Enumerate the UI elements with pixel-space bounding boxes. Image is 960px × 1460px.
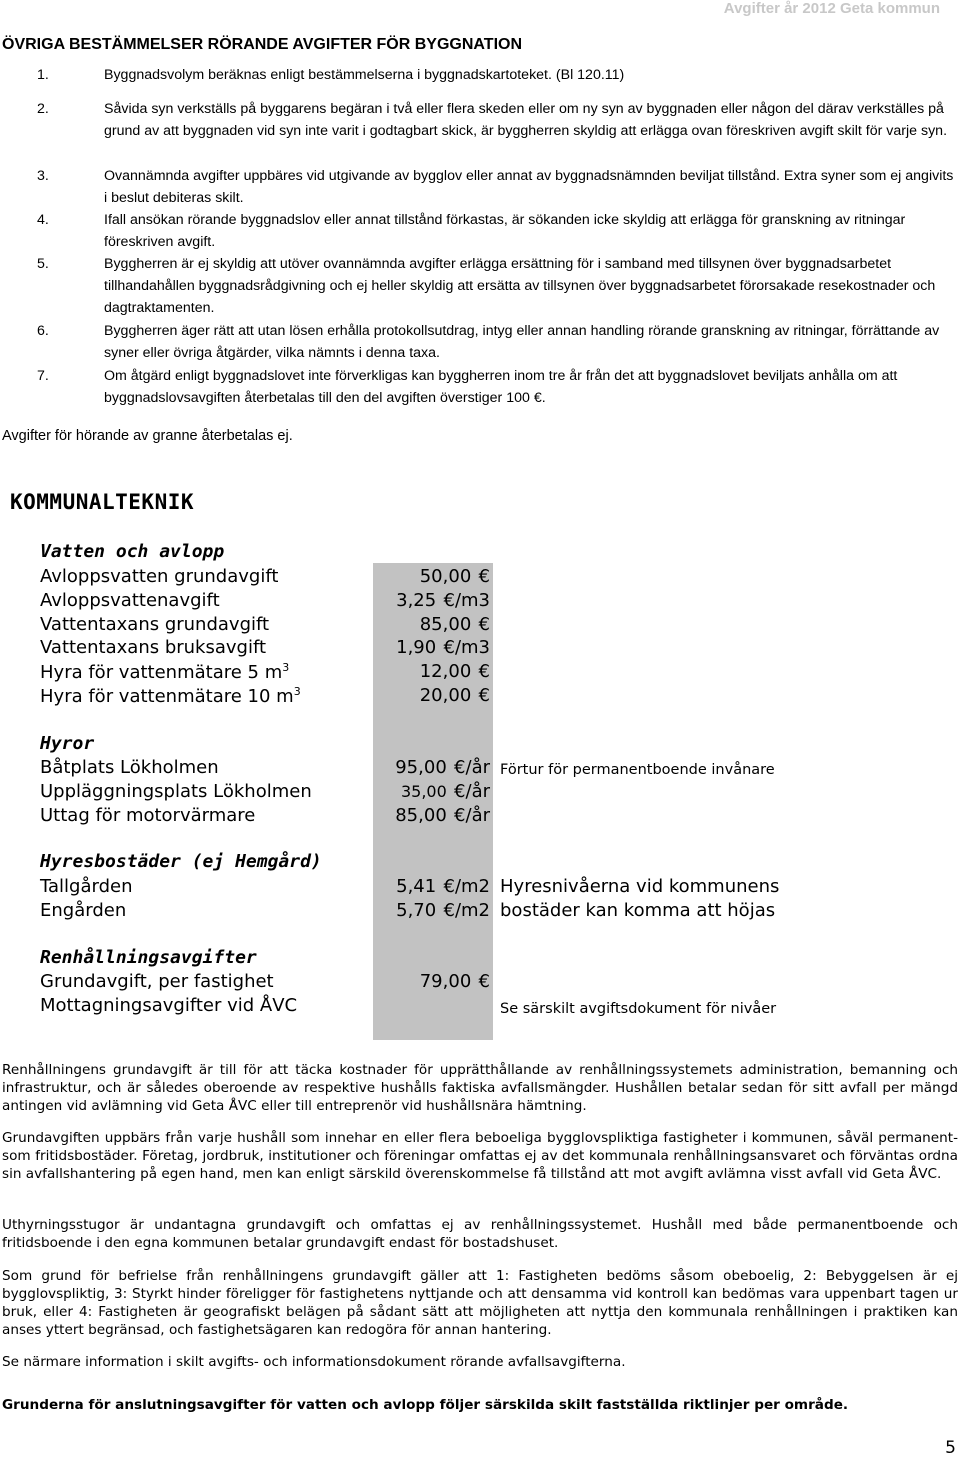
fee-label: Hyra för vattenmätare 5 $m^3$ [40, 661, 290, 683]
fee-label: Grundavgift, per fastighet [40, 971, 274, 992]
fee-value: 85,00 €/år [395, 805, 490, 826]
rule-text: Byggherren är ej skyldig att utöver ovannämnda avgifter erlägga ersättning för i samband med tillsynen över byggnadsarbetet tillhandahållen byggnadsrådgivning och ej heller skyldig att ersätta av tillsynen över byggnadsarbetet förorsakade resekostnader och dagtraktamenten. [104, 256, 936, 316]
fee-label: Avloppsvattenavgift [40, 590, 220, 611]
fee-label: Engården [40, 900, 127, 921]
category-title: Renhållningsavgifter [40, 947, 257, 968]
fee-label: Mottagningsavgifter vid ÅVC [40, 995, 298, 1016]
final-note: Grunderna för anslutningsavgifter för vatten och avlopp följer särskilda skilt fastställda riktlinjer per område. [2, 1397, 849, 1413]
category-title: Hyror [40, 733, 95, 754]
rule-text: Ovannämnda avgifter uppbäres vid utgivande av bygglov eller annat av byggnadsnämnden beviljat tillstånd. Extra syner som ej angivits i beslut debiteras skilt. [104, 168, 954, 206]
fee-value: 1,90 €/m3 [396, 637, 490, 658]
fee-label: Hyra för vattenmätare 10 $m^3$ [40, 685, 301, 707]
fee-label: Vattentaxans bruksavgift [40, 637, 267, 658]
fee-value: 85,00 € [419, 614, 490, 635]
rule-number: 7. [37, 368, 49, 384]
fee-label: Vattentaxans grundavgift [40, 614, 270, 635]
fee-side-note: Förtur för permanentboende invånare [500, 762, 775, 778]
rule-number: 5. [37, 256, 49, 272]
fee-value: 79,00 € [419, 971, 490, 992]
fee-value: 3,25 €/m3 [396, 590, 490, 611]
fee-value: 5,41 €/m2 [396, 876, 490, 897]
rule-text: Ifall ansökan rörande byggnadslov eller annat tillstånd förkastas, är sökanden icke skyldig att erlägga för granskning av ritningar föreskriven avgift. [104, 212, 906, 250]
rule-text: Byggherren äger rätt att utan lösen erhålla protokollsutdrag, intyg eller annan handling rörande granskning av ritningar, förrättande av syner eller övriga åtgärder, vilka nämnts i denna taxa. [104, 323, 940, 361]
rule-number: 1. [37, 67, 49, 83]
fee-label: Uppläggningsplats Lökholmen [40, 781, 312, 802]
fee-label: Tallgården [40, 876, 133, 897]
fee-side-note: bostäder kan komma att höjas [500, 900, 776, 921]
rule-text: Byggnadsvolym beräknas enligt bestämmelserna i byggnadskartoteket. (Bl 120.11) [104, 67, 625, 83]
rule-number: 4. [37, 212, 49, 228]
page-number: 5 [945, 1438, 956, 1458]
fee-value: 35,00 €/år [400, 781, 490, 802]
rule-number: 6. [37, 323, 49, 339]
fee-value: 50,00 € [419, 566, 490, 587]
fee-side-note: Se särskilt avgiftsdokument för nivåer [500, 1001, 777, 1017]
paragraph: Som grund för befrielse från renhållningens grundavgift gäller att 1: Fastigheten bedöms såsom obeboelig, 2: Bebyggelsen är ej bygglovspliktig, 3: Styrkt hinder föreligger för fastighetens nyttjande och att densamma vid kontroll kan bedömas vara uppenbart tagen ur bruk, eller 4: Fastigheten är geografiskt belägen på sådant sätt att möjligheten att nyttja den kommunala renhållningen i praktiken kan anses yttert begränsad, och fastighetsägaren kan redogöra för annan hantering. [2, 1268, 958, 1338]
paragraph: Uthyrningsstugor är undantagna grundavgift och omfattas ej av renhållningssystemet. Hushåll med både permanentboende och fritidsboende i den egna kommunen betalar grundavgift endast för bostadshuset. [2, 1217, 958, 1251]
section-title: ÖVRIGA BESTÄMMELSER RÖRANDE AVGIFTER FÖR BYGGNATION [2, 36, 523, 53]
fee-value: 20,00 € [419, 685, 490, 706]
paragraph: Se närmare information i skilt avgifts- och informationsdokument rörande avfallsavgifterna. [2, 1354, 626, 1370]
paragraph: Renhållningens grundavgift är till för att täcka kostnader för upprätthållande av renhållningssystemets administration, bemanning och infrastruktur, och är således oberoende av respektive hushålls faktiska avfallsmängder. Hushållen betalar sedan för sitt avfall per mängd antingen vid avlämning vid Geta ÅVC eller till entreprenör vid hushållsnära hämtning. [2, 1062, 958, 1114]
fee-value: 12,00 € [419, 661, 490, 682]
rule-number: 2. [37, 101, 49, 117]
neighbor-fee-note: Avgifter för hörande av granne återbetalas ej. [2, 428, 293, 444]
fee-label: Uttag för motorvärmare [40, 805, 256, 826]
fee-value: 5,70 €/m2 [396, 900, 490, 921]
category-title: Vatten och avlopp [40, 541, 225, 562]
rule-text: Såvida syn verkställs på byggarens begäran i två eller flera skeden eller om ny syn av byggnaden eller någon del därav verkställes på grund av att byggnaden vid syn inte varit i godtagbart skick, är byggherren skyldig att erlägga ovan föreskriven avgift skilt för varje syn. [104, 101, 948, 139]
paragraph: Grundavgiften uppbärs från varje hushåll som innehar en eller flera beboeliga bygglovspliktiga fastigheter i kommunen, såväl permanent- som fritidsbostäder. Företag, jordbruk, institutioner och föreningar omfattas ej av det kommunala renhållningsansvaret och förväntas ordna sin avfallshantering på egen hand, men kan enligt särskild överenskommelse få tillstånd att mot avgift avlämna visst avfall vid Geta ÅVC. [2, 1130, 958, 1182]
running-header: Avgifter år 2012 Geta kommun [723, 0, 940, 17]
fee-value: 95,00 €/år [395, 757, 490, 778]
fee-label: Avloppsvatten grundavgift [40, 566, 279, 587]
rule-text: Om åtgärd enligt byggnadslovet inte förverkligas kan byggherren inom tre år från det att byggnadslovet beviljats anhålla om att byggnadslovsavgiften återbetalas till den del avgiften överstiger 100 €. [104, 368, 898, 406]
rule-number: 3. [37, 168, 49, 184]
fee-label: Båtplats Lökholmen [40, 757, 219, 778]
fee-side-note: Hyresnivåerna vid kommunens [500, 876, 780, 897]
category-title: Hyresbostäder (ej Hemgård) [40, 851, 322, 872]
kommunalteknik-heading: KOMMUNALTEKNIK [10, 490, 195, 514]
